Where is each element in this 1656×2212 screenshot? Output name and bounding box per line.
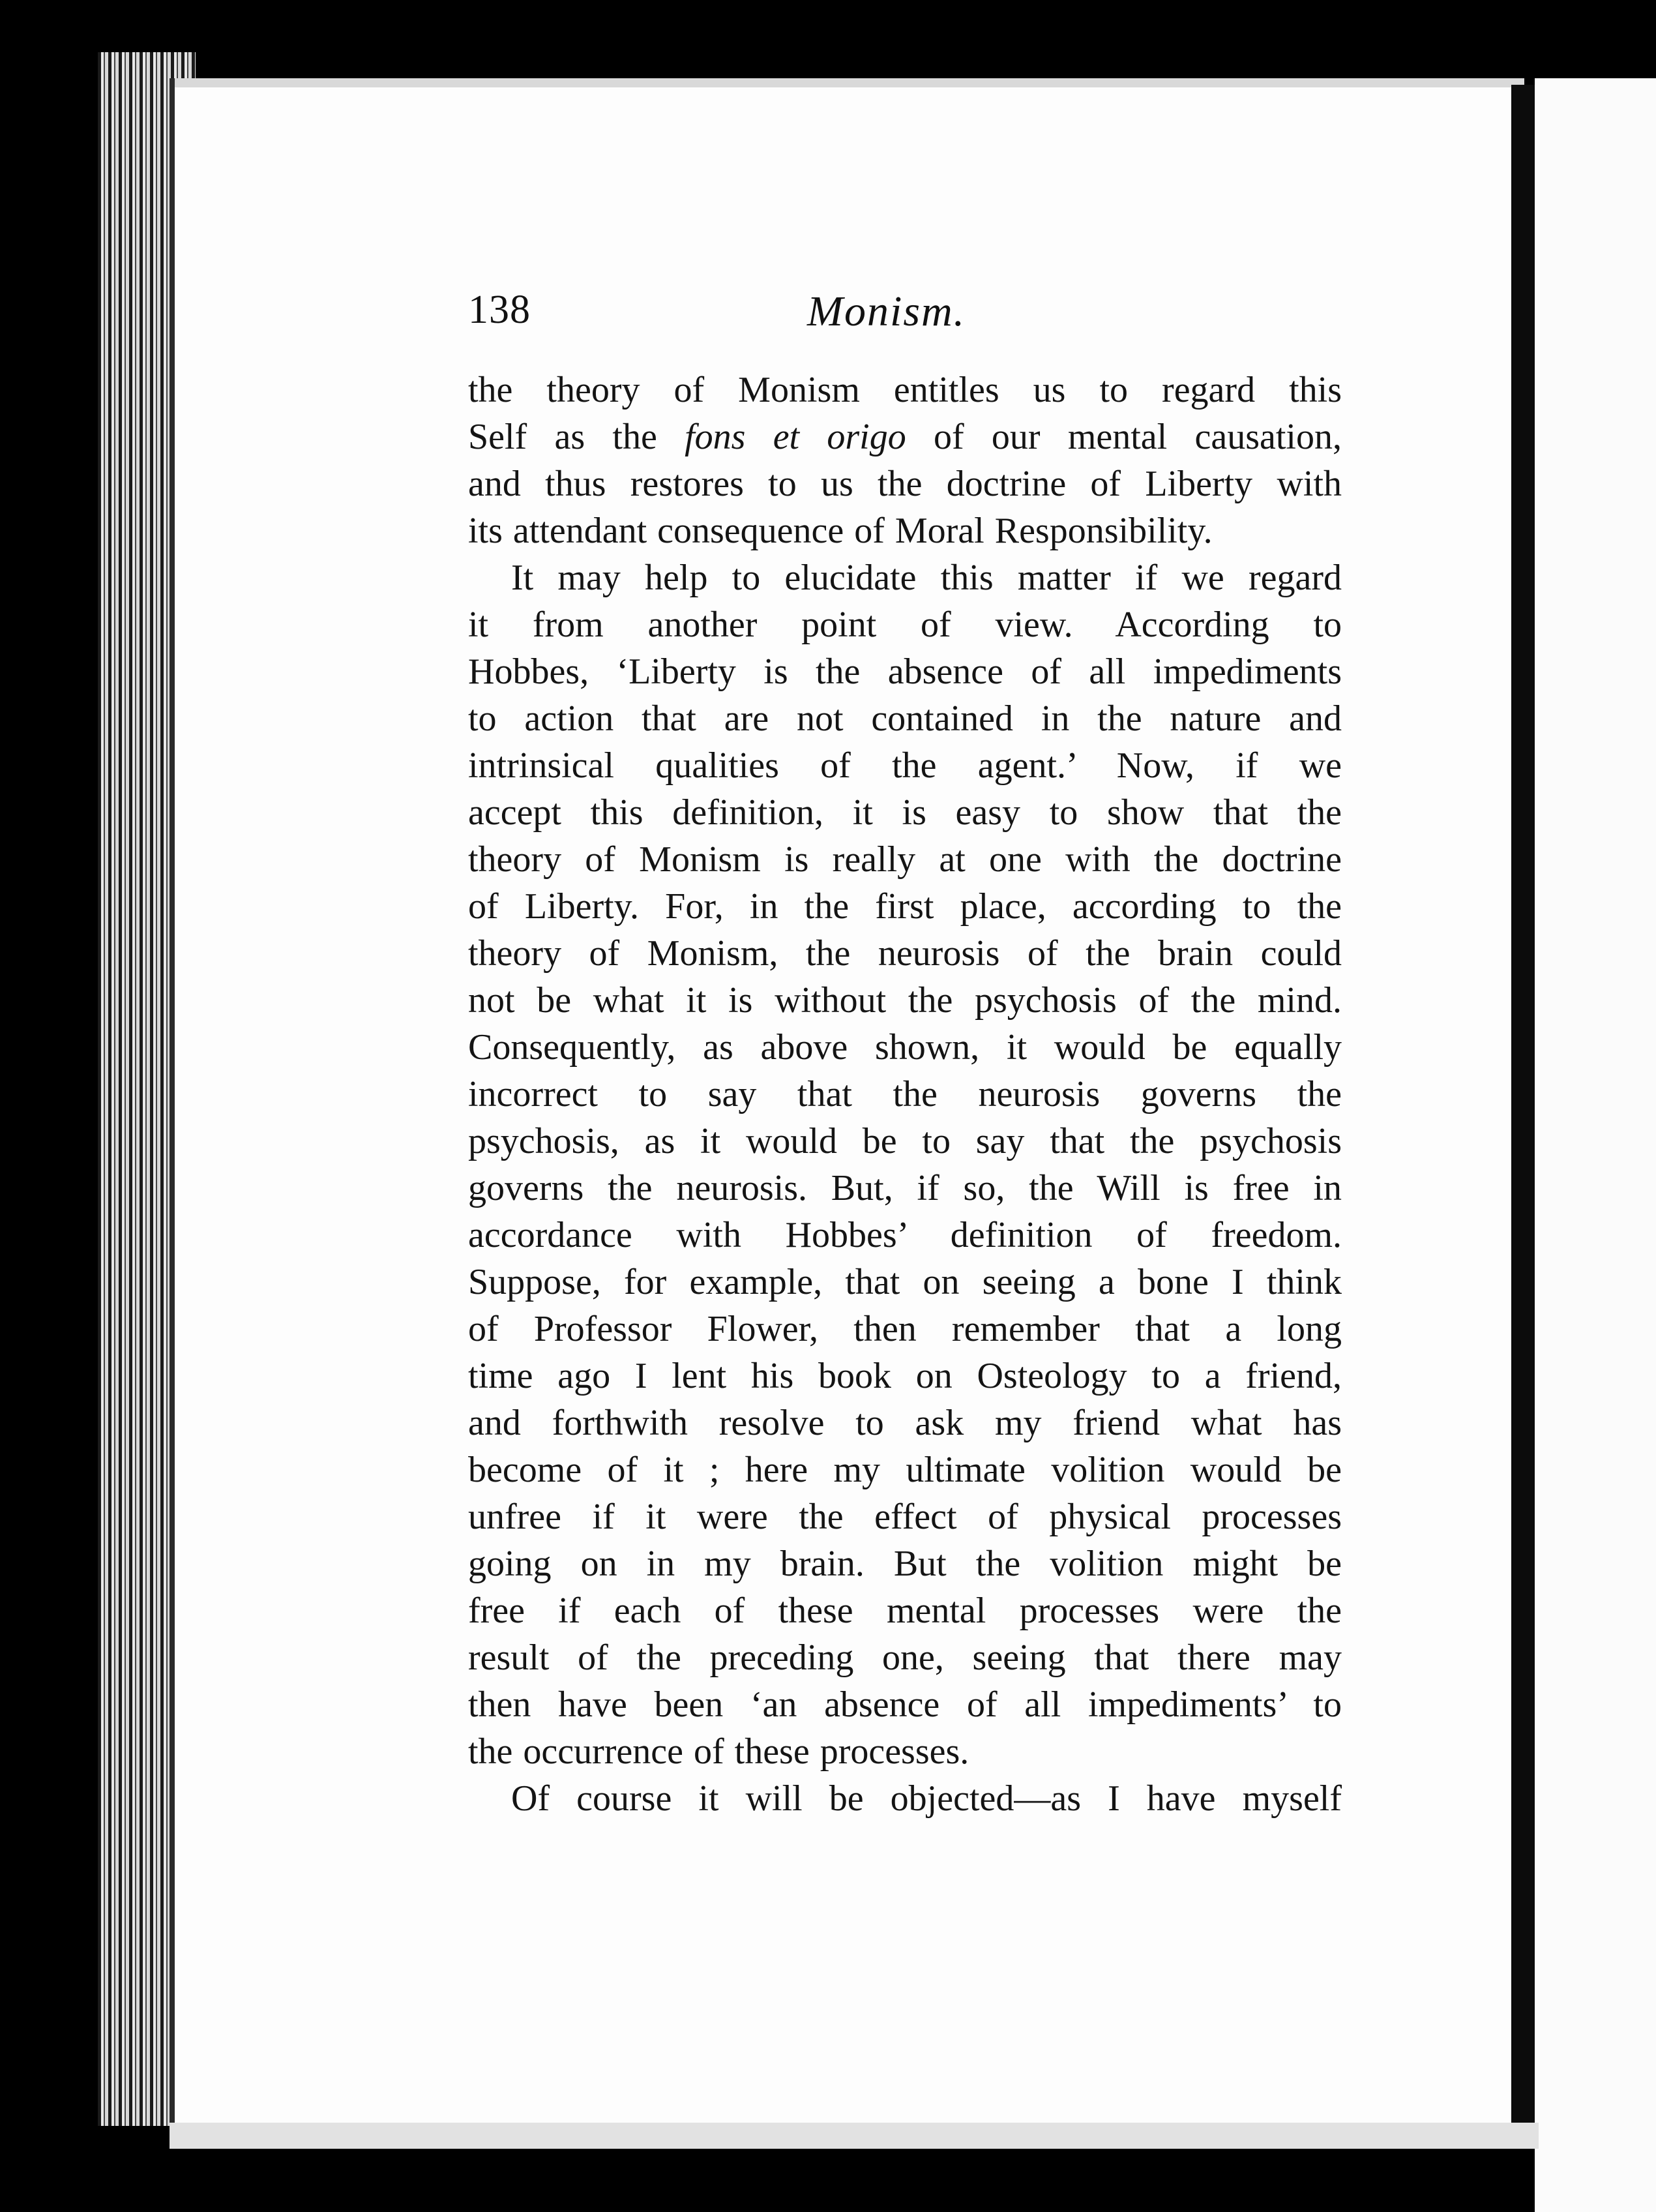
text-line: theory of Monism, the neurosis of the brain could xyxy=(468,933,1342,974)
text-line: Hobbes, ‘Liberty is the absence of all impediments xyxy=(468,651,1342,692)
page-bottom-edge xyxy=(170,2123,1539,2149)
page-header xyxy=(468,287,1342,346)
text-line: incorrect to say that the neurosis governs the xyxy=(468,1074,1342,1114)
italic-phrase: fons et origo xyxy=(685,417,906,457)
text-line: and forthwith resolve to ask my friend what has xyxy=(468,1403,1342,1443)
text-line xyxy=(468,413,1342,460)
text-line: its attendant consequence of Moral Responsibility. xyxy=(468,511,1213,551)
text-line: Consequently, as above shown, it would be equally xyxy=(468,1027,1342,1068)
text-run: Self as the xyxy=(468,417,685,457)
text-line: accept this definition, it is easy to show that the xyxy=(468,792,1342,833)
text-line: to action that are not contained in the nature and xyxy=(468,698,1342,739)
text-line: psychosis, as it would be to say that the psychosis xyxy=(468,1121,1342,1161)
text-line: Suppose, for example, that on seeing a bone I think xyxy=(468,1262,1342,1302)
text-line: of Liberty. For, in the first place, according to the xyxy=(468,886,1342,927)
text-line: of Professor Flower, then remember that a long xyxy=(468,1309,1342,1349)
text-line: time ago I lent his book on Osteology to a friend, xyxy=(468,1356,1342,1396)
text-line: become of it ; here my ultimate volition would be xyxy=(468,1450,1342,1490)
text-line: unfree if it were the effect of physical processes xyxy=(468,1497,1342,1537)
text-line: the theory of Monism entitles us to regard this xyxy=(468,370,1342,410)
page-number: 138 xyxy=(468,288,531,332)
book-gutter xyxy=(1511,85,1535,2126)
text-line: intrinsical qualities of the agent.’ Now, if we xyxy=(468,745,1342,786)
running-head: Monism. xyxy=(807,288,966,335)
text-line: Of course it will be objected—as I have myself xyxy=(511,1778,1342,1819)
text-line: governs the neurosis. But, if so, the Will is free in xyxy=(468,1168,1342,1208)
text-line: the occurrence of these processes. xyxy=(468,1731,969,1772)
text-line: It may help to elucidate this matter if we regard xyxy=(511,558,1342,598)
text-run: of our mental causation, xyxy=(906,417,1342,457)
body-text xyxy=(468,366,1342,1822)
text-line: accordance with Hobbes’ definition of freedom. xyxy=(468,1215,1342,1255)
text-line: then have been ‘an absence of all impediments’ to xyxy=(468,1684,1342,1725)
text-line: free if each of these mental processes were the xyxy=(468,1591,1342,1631)
text-line: not be what it is without the psychosis of the mind. xyxy=(468,980,1342,1021)
text-line: theory of Monism is really at one with the doctrine xyxy=(468,839,1342,880)
text-line: going on in my brain. But the volition might be xyxy=(468,1544,1342,1584)
text-line: and thus restores to us the doctrine of Liberty with xyxy=(468,464,1342,504)
text-line: it from another point of view. According to xyxy=(468,605,1342,645)
text-line: result of the preceding one, seeing that there may xyxy=(468,1637,1342,1678)
facing-page xyxy=(1535,78,1656,2212)
